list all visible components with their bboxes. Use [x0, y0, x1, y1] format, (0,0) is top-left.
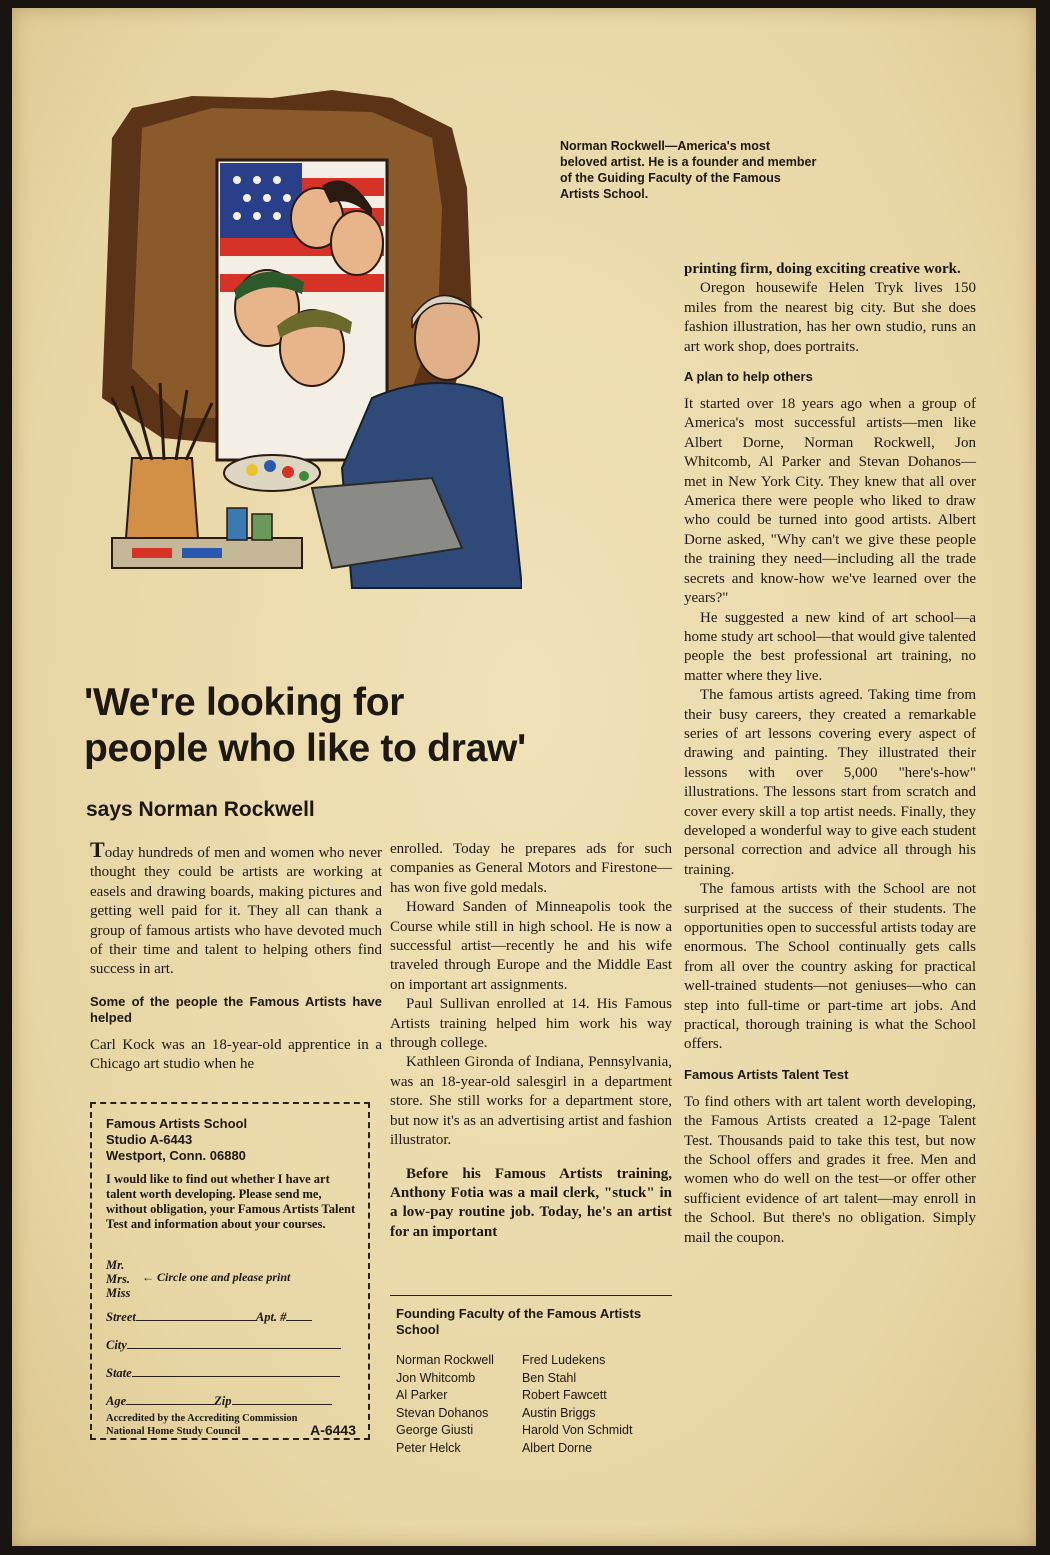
- mail-coupon[interactable]: [90, 1102, 370, 1440]
- paragraph-howard-sanden: Howard Sanden of Minneapolis took the Course while still in high school. He is now a successful artist—recently he and his wife traveled through Europe and the Middle East on important art assignments.: [390, 899, 672, 993]
- faculty-name: Albert Dorne: [521, 1440, 593, 1455]
- faculty-divider: [390, 1295, 672, 1296]
- magazine-page: [12, 8, 1036, 1546]
- headline-line-2: people who like to draw': [84, 727, 526, 770]
- age-zip-field[interactable]: [106, 1394, 332, 1409]
- faculty-heading: Founding Faculty of the Famous Artists School: [396, 1306, 642, 1337]
- faculty-name: Ben Stahl: [521, 1370, 577, 1385]
- faculty-name: Austin Briggs: [521, 1405, 596, 1420]
- title-miss[interactable]: Miss: [106, 1286, 131, 1300]
- state-line[interactable]: [132, 1366, 340, 1377]
- age-label: Age: [106, 1394, 127, 1408]
- state-field[interactable]: [106, 1366, 340, 1381]
- paragraph-artists-agreed: The famous artists agreed. Taking time from their busy careers, they created a remarkable series of art lessons covering every aspect of drawing and painting. They illustrated their lessons with over 5,000 "here's-how" illustrations. The lessons start from scratch and cover every skill a top artist needs. Finally, they developed a wonderful way to give each student personal correction and advice all through his training.: [684, 687, 976, 878]
- zip-label: Zip: [214, 1394, 232, 1408]
- faculty-name: George Giusti: [396, 1423, 474, 1438]
- title-mrs[interactable]: Mrs.: [106, 1272, 130, 1286]
- state-label: State: [106, 1366, 132, 1380]
- faculty-name: Fred Ludekens: [521, 1353, 606, 1367]
- paragraph-plan: It started over 18 years ago when a group of America's most successful artists—men like Albert Dorne, Norman Rockwell, Jon Whitcomb, Al Parker and Stevan Dohanos—met in New York City. They knew that all over America there were people who liked to draw who could be turned into good artists. Albert Dorne asked, "Why can't we give these people the training they need—including all the trade secrets and know-how we've learned over the years?": [684, 396, 976, 607]
- intro-paragraph: [90, 837, 382, 980]
- drop-cap: T: [90, 837, 105, 862]
- column-3: [684, 260, 976, 1248]
- street-label: Street: [106, 1310, 136, 1324]
- faculty-name: Robert Fawcett: [521, 1388, 607, 1403]
- coupon-address: [106, 1116, 358, 1164]
- faculty-name: Norman Rockwell: [396, 1353, 494, 1367]
- coupon-address-line-3: Westport, Conn. 06880: [106, 1148, 246, 1163]
- accreditation-note: Accredited by the Accrediting Commission National Home Study Council: [106, 1413, 298, 1437]
- paragraph-helen-tryk: Oregon housewife Helen Tryk lives 150 miles from the nearest big city. But she does fashion illustration, has her own studio, runs an art work shop, does portraits.: [684, 280, 976, 355]
- apt-line[interactable]: [286, 1310, 312, 1321]
- street-line[interactable]: [136, 1310, 256, 1321]
- paragraph-enrolled: enrolled. Today he prepares ads for such companies as General Motors and Firestone—has won five gold medals.: [390, 841, 672, 896]
- paragraph-printing-firm: printing firm, doing exciting creative work.: [684, 261, 961, 277]
- faculty-names: [396, 1352, 672, 1458]
- paragraph-anthony-fotia: Before his Famous Artists training, Anthony Fotia was a mail clerk, "stuck" in a low-pay routine job. Today, he's an artist for an important: [390, 1165, 672, 1240]
- faculty-name: Jon Whitcomb: [396, 1370, 476, 1385]
- subheadline: says Norman Rockwell: [86, 798, 315, 821]
- section-heading-helped: Some of the people the Famous Artists have helped: [90, 993, 382, 1025]
- section-heading-plan: A plan to help others: [684, 369, 813, 385]
- paragraph-talent-test: To find others with art talent worth developing, the Famous Artists created a 12-page Talent Test. Thousands paid to take this test, but now the School offers and grades it free. Men and women who do well on the test—or offer other sufficient evidence of art talent—may enroll in the School. But there's no obligation. Simply mail the coupon.: [684, 1093, 976, 1246]
- apt-label: Apt. #: [255, 1310, 287, 1324]
- circle-instruction: ← Circle one and please print: [142, 1270, 291, 1284]
- column-2: [390, 840, 672, 1242]
- age-line[interactable]: [126, 1394, 214, 1405]
- column-1: [90, 837, 382, 1075]
- title-mr[interactable]: Mr.: [106, 1258, 125, 1272]
- faculty-name: Stevan Dohanos: [396, 1405, 489, 1420]
- caption-text: —America's most beloved artist. He is a founder and member of the Guiding Faculty of the Famous Artists School.: [560, 139, 817, 201]
- city-label: City: [106, 1338, 127, 1352]
- faculty-right-list: [522, 1352, 632, 1458]
- faculty-name: Harold Von Schmidt: [521, 1423, 633, 1438]
- paragraph-opportunities: The famous artists with the School are not surprised at the success of their students. The opportunities open to successful artists today are enormous. The School continually gets calls from all over the country asking for practical well-trained students—not geniuses—who can step into full-time or part-time art jobs. And practical, thorough training is what the School offers.: [684, 881, 976, 1053]
- coupon-code: A-6443: [310, 1422, 356, 1438]
- illustration-caption: [560, 138, 820, 202]
- city-field[interactable]: [106, 1338, 341, 1353]
- coupon-address-line-2: Studio A-6443: [106, 1132, 193, 1147]
- rockwell-illustration: [72, 68, 522, 628]
- section-heading-talent-test: Famous Artists Talent Test: [684, 1066, 849, 1082]
- intro-text: oday hundreds of men and women who never thought they could be artists are working at easels and drawing boards, making pictures and getting well paid for it. They all can thank a group of famous artists who have devoted much of their time and talent to helping others find success in art.: [90, 845, 382, 978]
- coupon-address-line-1: Famous Artists School: [106, 1116, 248, 1131]
- faculty-name: Peter Helck: [396, 1440, 461, 1455]
- headline: [84, 680, 684, 772]
- founding-faculty: [396, 1306, 672, 1458]
- paragraph-carl-kock: Carl Kock was an 18-year-old apprentice in a Chicago art studio when he: [90, 1036, 382, 1073]
- headline-line-1: 'We're looking for: [84, 681, 405, 724]
- paragraph-kathleen-gironda: Kathleen Gironda of Indiana, Pennsylvania, was an 18-year-old salesgirl in a department store. She still works for a department store, but now it's as an advertising artist and fashion illustrator.: [390, 1054, 672, 1149]
- title-options[interactable]: [106, 1258, 130, 1300]
- paragraph-paul-sullivan: Paul Sullivan enrolled at 14. His Famous Artists training helped him work his way through college.: [390, 996, 672, 1052]
- paragraph-new-school: He suggested a new kind of art school—a home study art school—that would give talented people the best professional art training, no matter where they live.: [684, 609, 976, 684]
- caption-name: Norman Rockwell: [560, 139, 665, 153]
- coupon-request-text: I would like to find out whether I have art talent worth developing. Please send me, without obligation, your Famous Artists Talent Test and information about your courses.: [106, 1172, 356, 1231]
- city-line[interactable]: [127, 1338, 341, 1349]
- street-field[interactable]: [106, 1310, 312, 1325]
- zip-line[interactable]: [232, 1394, 332, 1405]
- faculty-name: Al Parker: [396, 1388, 448, 1403]
- faculty-left-list: [396, 1352, 494, 1458]
